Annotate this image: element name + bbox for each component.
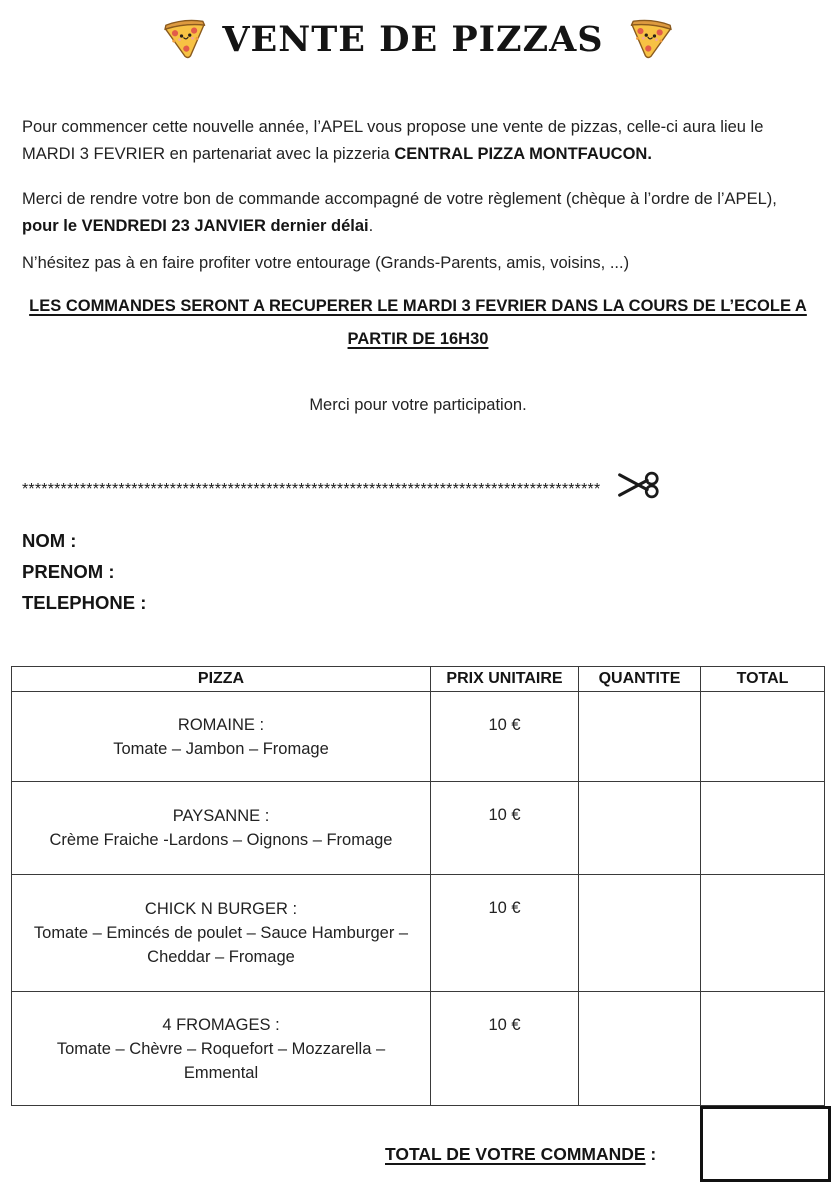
unit-price: 10 € [431, 875, 579, 992]
deadline-text: pour le VENDREDI 23 JANVIER dernier délai [22, 217, 369, 235]
order-table [11, 666, 825, 1106]
quantity-cell [579, 692, 701, 782]
pizza-description [12, 782, 431, 875]
table-row-4-fromages [12, 992, 825, 1106]
intro-paragraph-1 [22, 114, 814, 168]
pizzeria-name: CENTRAL PIZZA MONTFAUCON. [394, 145, 652, 163]
intro-paragraph-2-text: Merci de rendre votre bon de commande accompagné de votre règlement (chèque à l’ordre de l’APEL), [22, 190, 777, 208]
asterisk-divider: ****************************************************************************************** [22, 481, 601, 498]
grand-total-section [22, 1106, 814, 1194]
intro-paragraph-2 [22, 186, 814, 240]
pizza-name: 4 FROMAGES : [162, 1015, 280, 1034]
pizza-ingredients: Tomate – Emincés de poulet – Sauce Hamburger – Cheddar – Fromage [33, 924, 409, 966]
total-cell [701, 692, 825, 782]
pizza-ingredients: Tomate – Chèvre – Roquefort – Mozzarella – Emmental [56, 1039, 386, 1082]
order-table-header-row [12, 667, 825, 692]
grand-total-label-text: TOTAL DE VOTRE COMMANDE [385, 1144, 646, 1164]
table-row-paysanne [12, 782, 825, 875]
col-header-total: TOTAL [701, 667, 825, 692]
quantity-cell [579, 992, 701, 1106]
col-header-quantite: QUANTITE [579, 667, 701, 692]
field-telephone: TELEPHONE : [22, 592, 147, 613]
page-title: VENTE DE PIZZAS [222, 18, 604, 60]
pizza-slice-icon [625, 14, 674, 64]
document-header [22, 10, 814, 68]
table-row-chick-n-burger [12, 875, 825, 992]
grand-total-label [385, 1144, 656, 1165]
col-header-pizza: PIZZA [12, 667, 431, 692]
total-cell [701, 782, 825, 875]
total-cell [701, 992, 825, 1106]
pickup-notice [22, 290, 814, 356]
quantity-cell [579, 782, 701, 875]
pickup-notice-text: LES COMMANDES SERONT A RECUPERER LE MARDI 3 FEVRIER DANS LA COURS DE L’ECOLE A PARTIR DE 16H30 [29, 297, 807, 348]
total-cell [701, 875, 825, 992]
pizza-name: PAYSANNE : [172, 807, 270, 825]
intro-paragraph-3: N’hésitez pas à en faire profiter votre entourage (Grands-Parents, amis, voisins, ...) [22, 254, 630, 272]
scissors-icon [616, 469, 660, 506]
cut-here-line [22, 472, 814, 502]
pizza-name: CHICK N BURGER : [144, 900, 298, 918]
grand-total-box [700, 1106, 831, 1182]
grand-total-colon: : [645, 1144, 657, 1164]
pizza-description [12, 692, 431, 782]
pizza-name: ROMAINE : [177, 715, 265, 734]
intro-paragraph-2-end: . [368, 217, 374, 235]
unit-price: 10 € [431, 992, 579, 1106]
quantity-cell [579, 875, 701, 992]
pizza-ingredients: Tomate – Jambon – Fromage [113, 739, 329, 758]
pizza-description [12, 992, 431, 1106]
thanks-line: Merci pour votre participation. [309, 396, 527, 414]
pizza-ingredients: Crème Fraiche -Lardons – Oignons – Fromage [49, 831, 393, 849]
pizza-description [12, 875, 431, 992]
field-prenom: PRENOM : [22, 561, 115, 582]
intro-paragraph-1-text: Pour commencer cette nouvelle année, l’APEL vous propose une vente de pizzas, celle-ci aura lieu le MARDI 3 FEVRIER en partenariat avec la pizzeria [22, 118, 764, 163]
customer-fields [22, 525, 814, 618]
unit-price: 10 € [431, 782, 579, 875]
table-row-romaine [12, 692, 825, 782]
unit-price: 10 € [431, 692, 579, 782]
pizza-slice-icon [162, 14, 211, 64]
field-nom: NOM : [22, 530, 77, 551]
col-header-prix-unitaire: PRIX UNITAIRE [431, 667, 579, 692]
